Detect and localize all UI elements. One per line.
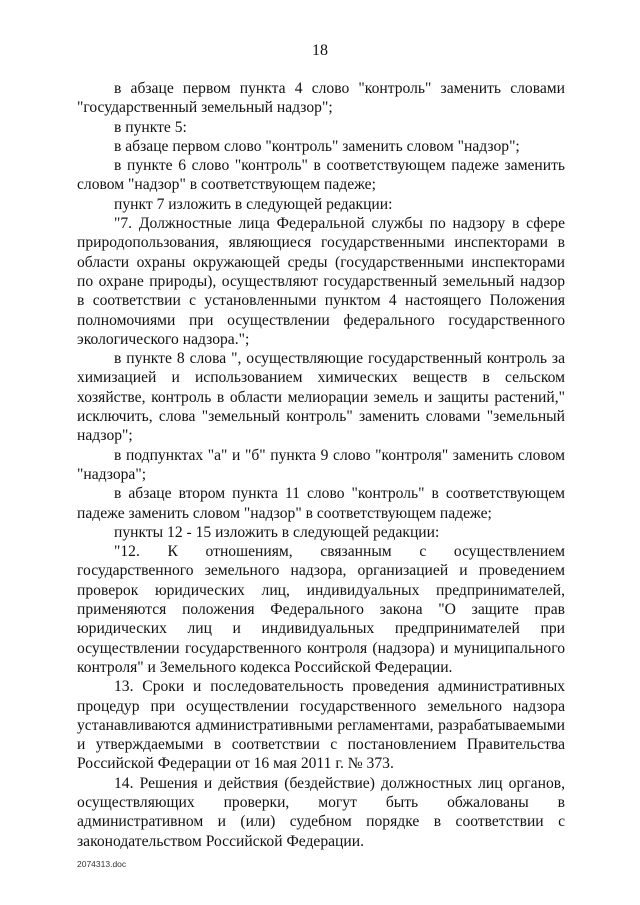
paragraph: 14. Решения и действия (бездействие) должностных лиц органов, осуществляющих проверки, могут быть обжалованы в административном и (или) судебном порядке в соответствии с законодательством Российской Федерации. bbox=[77, 774, 565, 850]
paragraph: в абзаце втором пункта 11 слово "контроль" в соответствующем падеже заменить словом "надзор" в соответствующем падеже; bbox=[77, 485, 565, 522]
page-number: 18 bbox=[312, 42, 328, 59]
file-name-footer: 2074313.doc bbox=[77, 859, 127, 869]
paragraph: "7. Должностные лица Федеральной службы по надзору в сфере природопользования, являющиеся государственными инспекторами в области охраны окружающей среды (государственными инспекторами по охране природы), осуществляют государственный земельный надзор в соответствии с установленными пунктом 4 настоящего Положения полномочиями при осуществлении федерального государственного экологического надзора."; bbox=[77, 215, 565, 348]
paragraph: в пункте 5: bbox=[114, 118, 187, 136]
paragraph: пункты 12 - 15 изложить в следующей редакции: bbox=[114, 523, 440, 541]
paragraph: в абзаце первом слово "контроль" заменить словом "надзор"; bbox=[114, 137, 520, 155]
paragraph: пункт 7 изложить в следующей редакции: bbox=[114, 195, 393, 213]
paragraph: в пункте 6 слово "контроль" в соответствующем падеже заменить словом "надзор" в соответствующем падеже; bbox=[77, 157, 565, 194]
document-body bbox=[77, 79, 565, 851]
paragraph: в пункте 8 слова ", осуществляющие государственный контроль за химизацией и использованием химических веществ в сельском хозяйстве, контроль в области мелиорации земель и защиты растений," исключить, слова "земельный контроль" заменить словами "земельный надзор"; bbox=[77, 350, 565, 445]
paragraph: "12. К отношениям, связанным с осуществлением государственного земельного надзора, организацией и проведением проверок юридических лиц, индивидуальных предпринимателей, применяются положения Федерального закона "О защите прав юридических лиц и индивидуальных предпринимателей при осуществлении государственного контроля (надзора) и муниципального контроля" и Земельного кодекса Российской Федерации. bbox=[77, 543, 565, 676]
paragraph: в подпунктах "а" и "б" пункта 9 слово "контроля" заменить словом "надзора"; bbox=[77, 446, 565, 483]
paragraph: в абзаце первом пункта 4 слово "контроль" заменить словами "государственный земельный надзор"; bbox=[77, 80, 565, 117]
paragraph: 13. Сроки и последовательность проведения административных процедур при осуществлении государственного земельного надзора устанавливаются административными регламентами, разрабатываемыми и утверждаемыми в соответствии с постановлением Правительства Российской Федерации от 16 мая 2011 г. № 373. bbox=[77, 678, 565, 773]
